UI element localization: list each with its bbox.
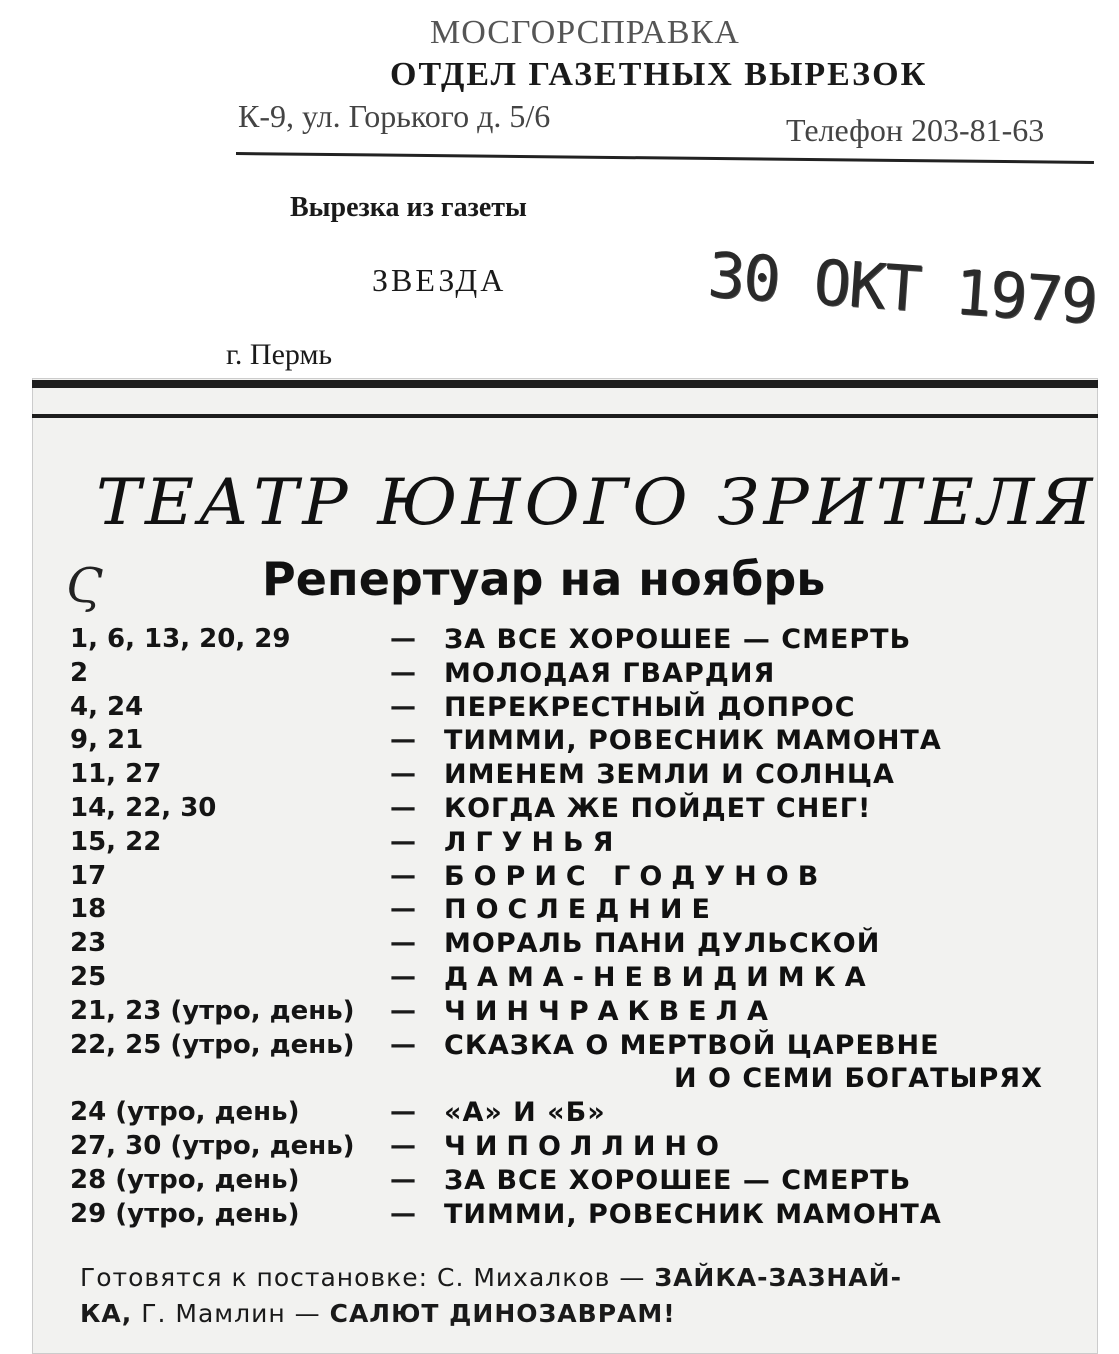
repertoire-row (70, 996, 1090, 1030)
repertoire-row (70, 658, 1090, 692)
rule-thin (32, 414, 1098, 418)
separator-dash: — (390, 1130, 416, 1161)
separator-dash: — (390, 928, 416, 959)
note-play-1-end: КА, (80, 1299, 133, 1328)
rule-thick (32, 380, 1098, 388)
performance-dates: 2 (70, 657, 89, 688)
repertoire-row (70, 624, 1090, 658)
repertoire-row (70, 793, 1090, 827)
date-stamp: 30 ОКТ 1979 (705, 238, 1099, 339)
hand-mark: Ϛ (66, 558, 103, 614)
separator-dash: — (390, 995, 416, 1026)
separator-dash: — (390, 792, 416, 823)
play-title: ТИММИ, РОВЕСНИК МАМОНТА (444, 725, 942, 757)
play-title: СКАЗКА О МЕРТВОЙ ЦАРЕВНЕ (444, 1029, 940, 1061)
separator-dash: — (390, 759, 416, 790)
repertoire-row (70, 725, 1090, 759)
separator-dash: — (390, 1097, 416, 1128)
play-title: ЧИПОЛЛИНО (444, 1130, 728, 1162)
play-title: КОГДА ЖЕ ПОЙДЕТ СНЕГ! (444, 792, 872, 824)
agency-name: МОСГОРСПРАВКА (430, 14, 740, 51)
repertoire-row (70, 692, 1090, 726)
play-title: ИМЕНЕМ ЗЕМЛИ И СОЛНЦА (444, 759, 895, 791)
performance-dates: 25 (70, 961, 107, 992)
play-title: ТИММИ, РОВЕСНИК МАМОНТА (444, 1198, 942, 1230)
separator-dash: — (390, 826, 416, 857)
repertoire-row (70, 861, 1090, 895)
repertoire-heading: Репертуар на ноябрь (262, 552, 826, 606)
repertoire-row (70, 1063, 1090, 1097)
city: г. Пермь (226, 338, 333, 371)
performance-dates: 24 (утро, день) (70, 1097, 300, 1128)
upcoming-note (80, 1260, 1080, 1332)
play-title: ПОСЛЕДНИЕ (444, 894, 719, 926)
theatre-title: ТЕАТР ЮНОГО ЗРИТЕЛЯ (96, 466, 1097, 540)
repertoire-list (70, 624, 1090, 1232)
repertoire-row (70, 928, 1090, 962)
play-title: ЛГУНЬЯ (444, 826, 623, 858)
newspaper-name: ЗВЕЗДА (372, 262, 507, 298)
performance-dates: 17 (70, 860, 107, 891)
address: К-9, ул. Горького д. 5/6 (238, 98, 551, 134)
play-title: МОЛОДАЯ ГВАРДИЯ (444, 657, 776, 689)
separator-dash: — (390, 1164, 416, 1195)
play-title: ЗА ВСЕ ХОРОШЕЕ — СМЕРТЬ (444, 624, 912, 655)
note-play-1: ЗАЙКА-ЗАЗНАЙ- (654, 1263, 902, 1292)
play-title: БОРИС ГОДУНОВ (444, 860, 828, 892)
play-title: ПЕРЕКРЕСТНЫЙ ДОПРОС (444, 691, 856, 723)
repertoire-row (70, 1097, 1090, 1131)
performance-dates: 21, 23 (утро, день) (70, 995, 355, 1026)
clipping-label: Вырезка из газеты (290, 192, 527, 223)
separator-dash: — (390, 894, 416, 925)
play-title: МОРАЛЬ ПАНИ ДУЛЬСКОЙ (444, 928, 881, 960)
performance-dates: 29 (утро, день) (70, 1198, 300, 1229)
separator-dash: — (390, 725, 416, 756)
separator-dash: — (390, 1198, 416, 1229)
separator-dash: — (390, 961, 416, 992)
performance-dates: 14, 22, 30 (70, 792, 217, 823)
performance-dates: 9, 21 (70, 725, 144, 756)
repertoire-row (70, 1030, 1090, 1064)
performance-dates: 18 (70, 894, 107, 925)
repertoire-row (70, 759, 1090, 793)
separator-dash: — (390, 691, 416, 722)
note-prefix: Готовятся к постановке: С. Михалков — (80, 1263, 646, 1292)
repertoire-row (70, 827, 1090, 861)
phone: Телефон 203-81-63 (786, 112, 1045, 148)
performance-dates: 22, 25 (утро, день) (70, 1029, 355, 1060)
play-title: ЗА ВСЕ ХОРОШЕЕ — СМЕРТЬ (444, 1164, 912, 1196)
performance-dates: 27, 30 (утро, день) (70, 1130, 355, 1161)
separator-dash: — (390, 1029, 416, 1060)
play-title: ДАМА-НЕВИДИМКА (444, 961, 875, 993)
department-name: ОТДЕЛ ГАЗЕТНЫХ ВЫРЕЗОК (390, 56, 928, 93)
performance-dates: 4, 24 (70, 691, 144, 722)
repertoire-row (70, 1165, 1090, 1199)
performance-dates: 28 (утро, день) (70, 1164, 300, 1195)
performance-dates: 11, 27 (70, 759, 162, 790)
repertoire-row (70, 1131, 1090, 1165)
play-title: «А» И «Б» (444, 1097, 606, 1129)
performance-dates: 23 (70, 928, 107, 959)
play-title: И О СЕМИ БОГАТЫРЯХ (674, 1063, 1043, 1095)
repertoire-row (70, 894, 1090, 928)
repertoire-row (70, 962, 1090, 996)
play-title: ЧИНЧРАКВЕЛА (444, 995, 777, 1027)
separator-dash: — (390, 860, 416, 891)
separator-dash: — (390, 657, 416, 688)
performance-dates: 15, 22 (70, 826, 162, 857)
separator-dash: — (390, 624, 416, 654)
note-play-2: САЛЮТ ДИНОЗАВРАМ! (329, 1299, 676, 1328)
repertoire-row (70, 1199, 1090, 1233)
performance-dates: 1, 6, 13, 20, 29 (70, 624, 291, 654)
note-mid: Г. Мамлин — (141, 1299, 321, 1328)
header-divider (236, 152, 1094, 164)
